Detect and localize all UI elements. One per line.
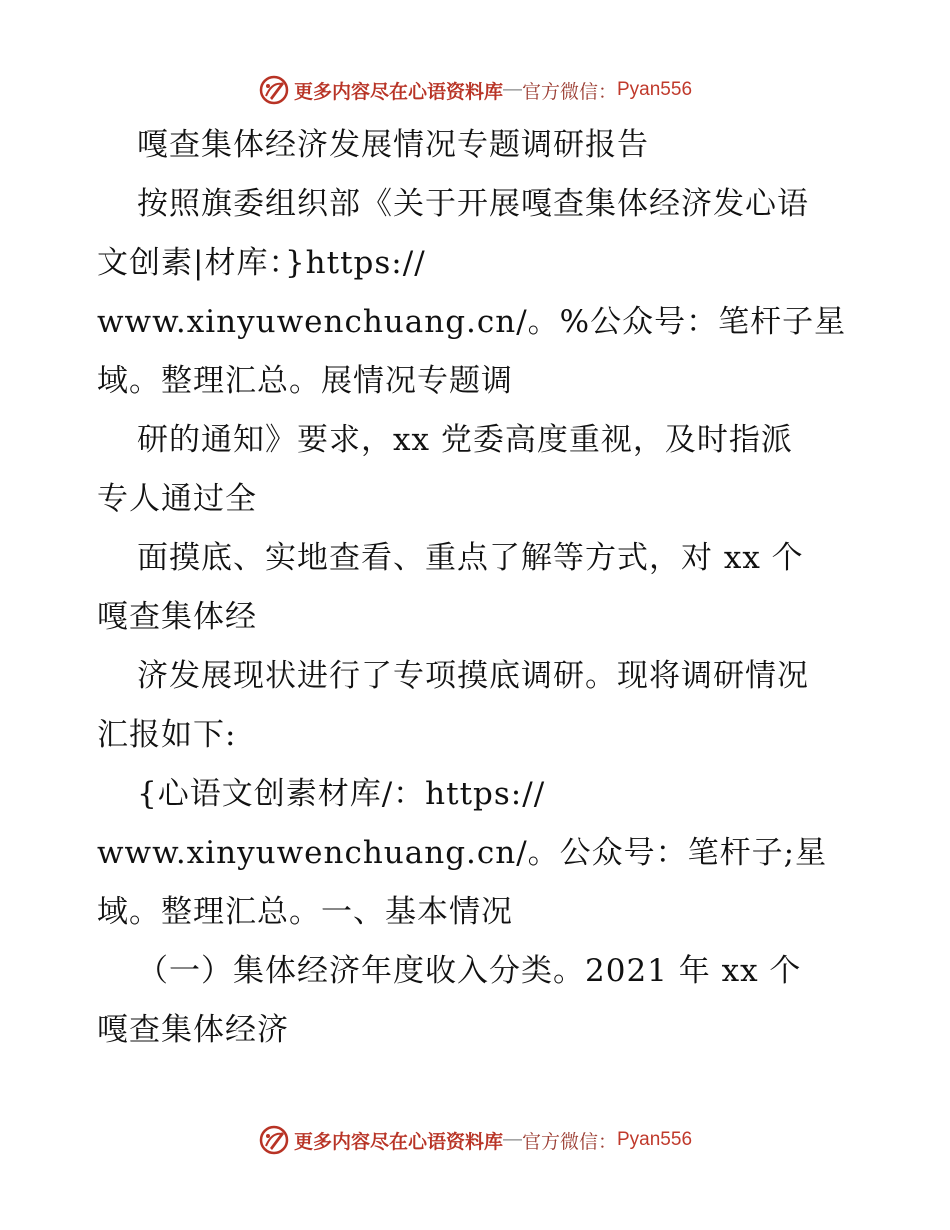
pen-swirl-logo-icon	[258, 74, 290, 106]
document-line: 嘎查集体经济	[97, 1012, 289, 1048]
document-line: 域。整理汇总。一、基本情况	[97, 894, 513, 930]
banner-separator: —	[502, 1129, 522, 1150]
document-line: 按照旗委组织部《关于开展嘎查集体经济发心语	[137, 186, 809, 222]
document-line: 研的通知》要求，xx 党委高度重视，及时指派	[137, 422, 793, 458]
document-line: {心语文创素材库/：https://	[137, 776, 546, 812]
document-line: 济发展现状进行了专项摸底调研。现将调研情况	[137, 658, 809, 694]
pen-swirl-logo-icon	[258, 1124, 290, 1156]
document-line: 汇报如下:	[97, 717, 237, 753]
banner-main-text: 更多内容尽在心语资料库	[293, 1131, 503, 1153]
document-line: 嘎查集体经济发展情况专题调研报告	[137, 127, 649, 163]
banner-official-label: 官方微信：	[521, 1131, 617, 1153]
document-line: 面摸底、实地查看、重点了解等方式，对 xx 个	[137, 540, 804, 576]
banner-separator: —	[502, 79, 522, 100]
banner-wechat-id: Pyan556	[617, 79, 693, 100]
document-line: 文创素|材库：}https://	[97, 245, 426, 281]
banner-wechat-id: Pyan556	[617, 1129, 693, 1150]
document-line: www.xinyuwenchuang.cn/。%公众号：笔杆子星	[97, 304, 847, 340]
document-line: 嘎查集体经	[97, 599, 257, 635]
document-line: 专人通过全	[97, 481, 257, 517]
banner-official-label: 官方微信：	[521, 81, 617, 103]
header-watermark-banner	[0, 70, 950, 110]
document-line: 域。整理汇总。展情况专题调	[97, 363, 513, 399]
banner-main-text: 更多内容尽在心语资料库	[293, 81, 503, 103]
footer-watermark-banner	[0, 1120, 950, 1160]
document-line: （一）集体经济年度收入分类。2021 年 xx 个	[137, 953, 802, 989]
document-line: www.xinyuwenchuang.cn/。公众号：笔杆子;星	[97, 835, 828, 871]
document-body	[97, 116, 867, 1060]
